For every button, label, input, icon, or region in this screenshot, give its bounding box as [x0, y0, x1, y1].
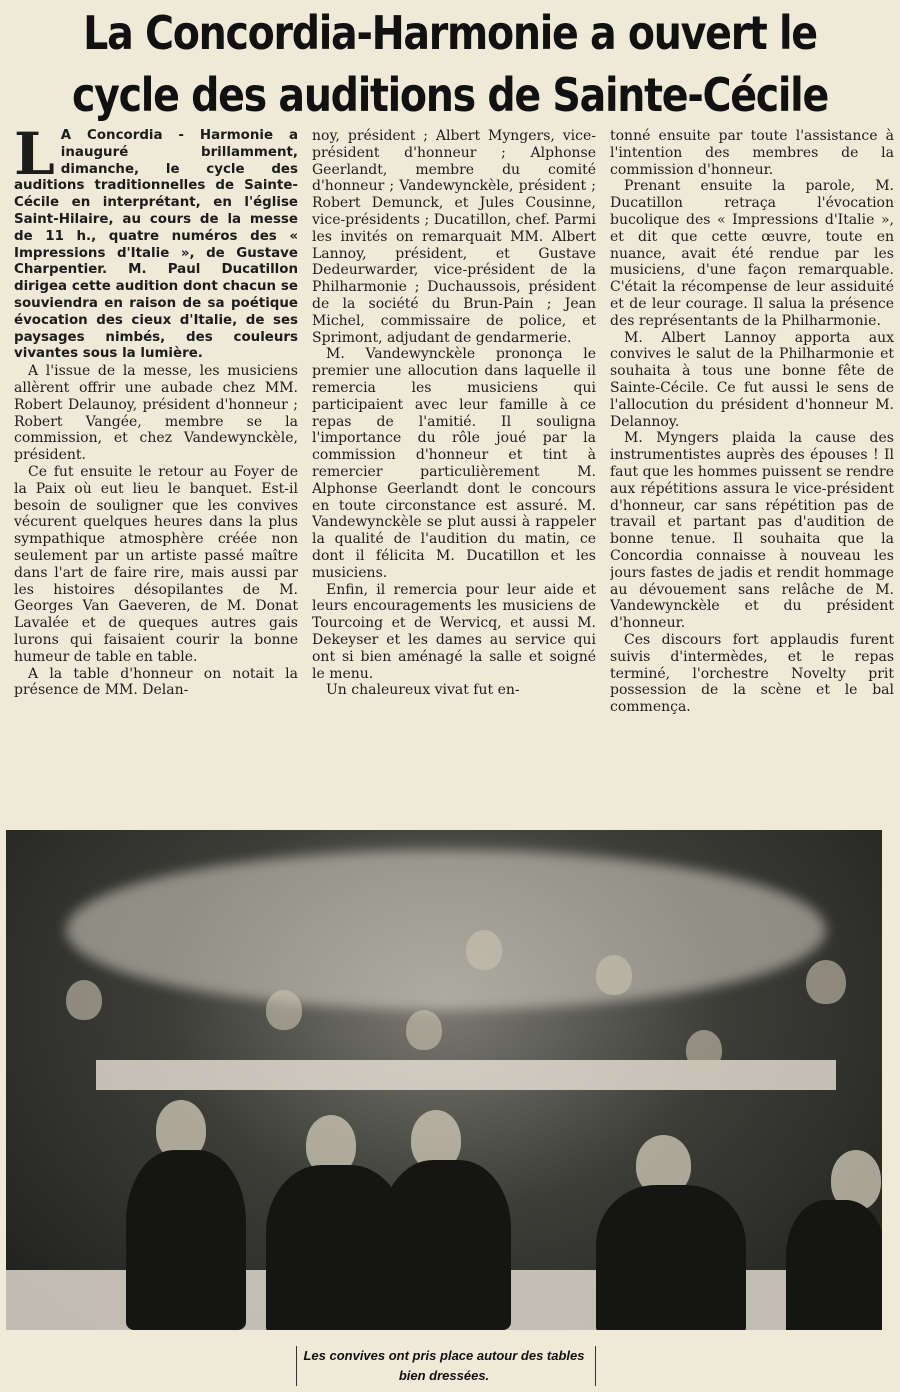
photo-caption: Les convives ont pris place autour des tables bien dressées. — [296, 1346, 596, 1386]
column-3 — [610, 128, 894, 824]
column-2 — [312, 128, 596, 824]
paragraph: Un chaleureux vivat fut en- — [326, 682, 520, 699]
drop-cap: L — [14, 128, 55, 188]
article-body — [14, 128, 894, 824]
paragraph: Ce fut ensuite le retour au Foyer de la Paix où eut lieu le banquet. Est-il besoin de souligner que les convives vécurent quelques heures dans la plus sympathique atmosphère créée non seulement par un artiste passé maître dans l'art de faire rire, mais aussi par les histoires désopilantes de M. Georges Van Gaeveren, de M. Donat Lavalée et de queques autres gais lurons qui faisaient courir la bonne humeur de table en table. — [14, 463, 298, 665]
paragraph: Prenant ensuite la parole, M. Ducatillon retraça l'évocation bucolique des « Impressions d'Italie », et dit que cette œuvre, toute en nuance, avait été rendue par les musiciens, d'une façon remarquable. C'était la récompense de leur assiduité et de leur courage. Il salua la présence des représentants de la Philharmonie. — [610, 178, 894, 329]
column-1 — [14, 128, 298, 824]
paragraph: Ces discours fort applaudis furent suivis d'intermèdes, et le repas terminé, l'orchestre Novelty prit possession de la scène et le bal commença. — [610, 631, 894, 716]
banquet-photo — [6, 830, 882, 1330]
paragraph: M. Vandewynckèle prononça le premier une allocution dans laquelle il remercia les musiciens qui participaient avec leur famille à ce repas de l'amitié. Il souligna l'importance du rôle joué par la commission d'honneur et tint à remercier particulièrement M. Alphonse Geerlandt dont le concours en toute circonstance est assuré. M. Vandewynckèle se plut aussi à rappeler la qualité de l'audition du matin, ce dont il félicita M. Ducatillon et les musiciens. — [312, 346, 596, 581]
paragraph: M. Myngers plaida la cause des instrumentistes auprès des épouses ! Il faut que les hommes puissent se rendre aux répétitions assura le vice-président d'honneur, car sans répétition pas de travail et partant pas d'audition de bonne tenue. Il souhaita que la Concordia connaisse à nouveau les jours fastes de jadis et rendit hommage au dévouement sans relâche de M. Vandewynckèle et du président d'honneur. — [610, 430, 894, 632]
headline: La Concordia-Harmonie a ouvert le cycle des auditions de Sainte-Cécile — [71, 6, 828, 122]
paragraph: M. Albert Lannoy apporta aux convives le salut de la Philharmonie et souhaita à tous une bonne fête de Sainte-Cécile. Ce fut aussi le sens de l'allocution du président d'honneur M. Delannoy. — [610, 329, 894, 430]
lead-text: A Concordia - Harmonie a inauguré brillamment, dimanche, le cycle des auditions traditionnelles de Sainte-Cécile en interprétant, en l'église Saint-Hilaire, au cours de la messe de 11 h., quatre numéros des « Impressions d'Italie », de Gustave Charpentier. M. Paul Ducatillon dirigea cette audition dont chacun se souviendra en raison de sa poétique évocation des cieux d'Italie, de ses paysages nimbés, des couleurs vivantes sous la lumière. — [14, 128, 298, 362]
paragraph: tonné ensuite par toute l'assistance à l'intention des membres de la commission d'honneur. — [610, 128, 894, 178]
paragraph: noy, président ; Albert Myngers, vice-président d'honneur ; Alphonse Geerlandt, membre du comité d'honneur ; Vandewynckèle, président ; Robert Demunck, et Jules Cousinne, vice-présidents ; Ducatillon, chef. Parmi les invités on remarquait MM. Albert Lannoy, président, et Gustave Dedeurwarder, vice-président de la Philharmonie ; Duchaussois, président de la société du Brun-Pain ; Jean Michel, commissaire de police, et Sprimont, adjudant de gendarmerie. — [312, 128, 596, 346]
lead-paragraph — [14, 128, 298, 363]
paragraph: A l'issue de la messe, les musiciens allèrent offrir une aubade chez MM. Robert Delaunoy, président d'honneur ; Robert Vangée, membre se la commission, et chez Vandewynckèle, président. — [14, 363, 298, 464]
paragraph: A la table d'honneur on notait la présence de MM. Delan- — [14, 665, 298, 699]
paragraph: Enfin, il remercia pour leur aide et leurs encouragements les musiciens de Tourcoing et de Wervicq, et aussi M. Dekeyser et les dames au service qui ont si bien aménagé la salle et soigné le menu. — [312, 581, 596, 682]
